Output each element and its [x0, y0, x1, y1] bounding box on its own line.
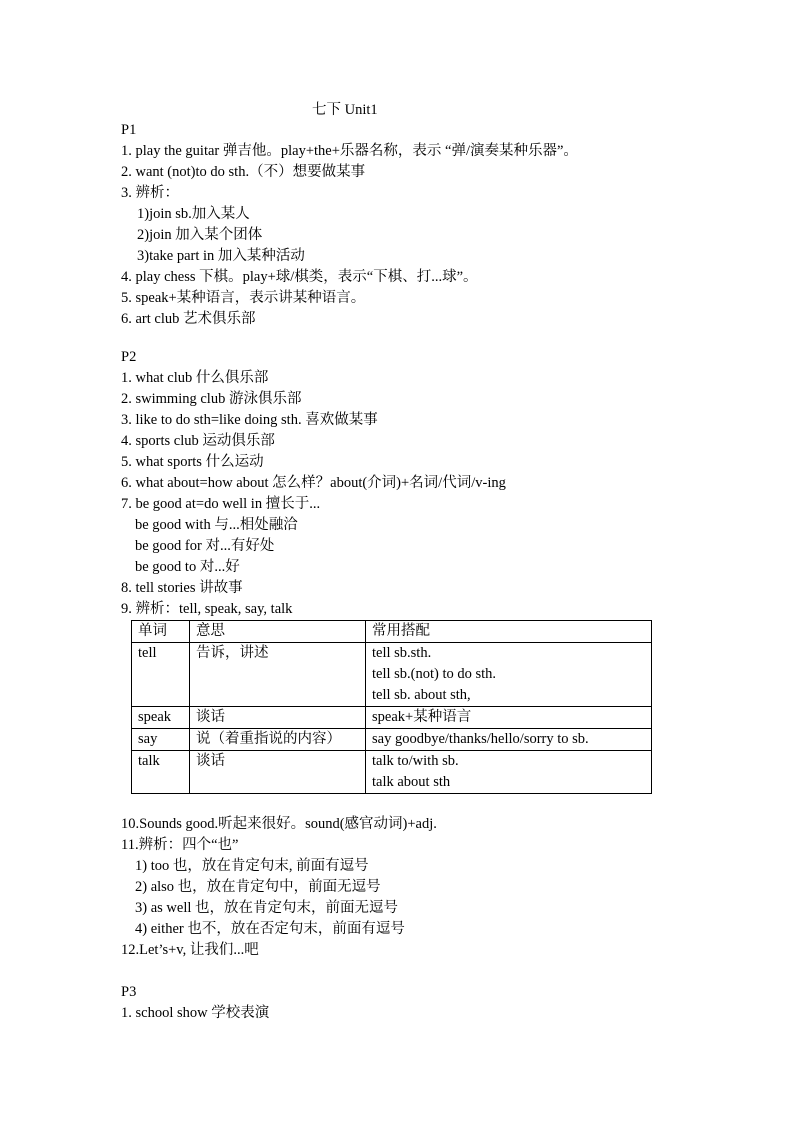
list-item: 3. 辨析：: [121, 185, 179, 201]
meaning-cell: 谈话: [190, 707, 366, 729]
list-item: 10.Sounds good.听起来很好。sound(感官动词)+adj.: [121, 816, 437, 832]
usage-line: speak+某种语言: [372, 709, 472, 725]
table-header-row: [132, 621, 652, 643]
page-title: 七下 Unit1: [312, 102, 378, 118]
usage-line: tell sb.sth.: [372, 645, 432, 661]
usage-cell: [366, 729, 652, 751]
list-item: 3) as well 也，放在肯定句末，前面无逗号: [135, 900, 398, 916]
list-item: 5. what sports 什么运动: [121, 454, 264, 470]
header-cell: 常用搭配: [366, 621, 652, 643]
meaning-cell: 说（着重指说的内容）: [190, 729, 366, 751]
list-item: 11.辨析：四个“也”: [121, 837, 239, 853]
list-item: 9. 辨析：tell, speak, say, talk: [121, 601, 293, 617]
list-item: 12.Let’s+v, 让我们...吧: [121, 942, 259, 958]
list-item: 5. speak+某种语言，表示讲某种语言。: [121, 290, 366, 306]
usage-line: talk to/with sb.: [372, 753, 459, 769]
list-item: 2. want (not)to do sth.（不）想要做某事: [121, 164, 366, 180]
table-row: [132, 707, 652, 729]
table-row: [132, 751, 652, 794]
section-p1: [121, 120, 578, 330]
usage-cell: [366, 643, 652, 707]
list-item: 1. school show 学校表演: [121, 1005, 270, 1021]
list-item: 3. like to do sth=like doing sth. 喜欢做某事: [121, 412, 378, 428]
word-cell: tell: [132, 643, 190, 707]
list-item: 7. be good at=do well in 擅长于...: [121, 496, 321, 512]
word-cell: say: [132, 729, 190, 751]
usage-line: talk about sth: [372, 774, 451, 790]
usage-line: tell sb.(not) to do sth.: [372, 666, 497, 682]
section-p2-continued: [121, 814, 437, 961]
list-item: 4) either 也不，放在否定句末，前面有逗号: [135, 921, 405, 937]
usage-cell: [366, 707, 652, 729]
usage-line: tell sb. about sth,: [372, 687, 471, 703]
list-item: 4. sports club 运动俱乐部: [121, 433, 275, 449]
list-item: 4. play chess 下棋。play+球/棋类，表示“下棋、打...球”。: [121, 269, 478, 285]
list-item: be good with 与...相处融洽: [135, 517, 298, 533]
list-item: 1) too 也，放在肯定句末, 前面有逗号: [135, 858, 369, 874]
section-heading: P3: [121, 984, 137, 1000]
list-item: 1)join sb.加入某人: [137, 206, 250, 222]
word-cell: speak: [132, 707, 190, 729]
list-item: 3)take part in 加入某种活动: [137, 248, 305, 264]
meaning-cell: 告诉，讲述: [190, 643, 366, 707]
list-item: 6. art club 艺术俱乐部: [121, 311, 256, 327]
list-item: 2. swimming club 游泳俱乐部: [121, 391, 302, 407]
list-item: 6. what about=how about 怎么样？about(介词)+名词/代词/v-ing: [121, 475, 506, 491]
list-item: 2)join 加入某个团体: [137, 227, 263, 243]
word-cell: talk: [132, 751, 190, 794]
section-heading: P2: [121, 349, 137, 365]
list-item: be good to 对...好: [135, 559, 240, 575]
meaning-cell: 谈话: [190, 751, 366, 794]
section-p3: [121, 982, 269, 1024]
list-item: 1. play the guitar 弹吉他。play+the+乐器名称，表示 “弹/演奏某种乐器”。: [121, 143, 578, 159]
usage-line: say goodbye/thanks/hello/sorry to sb.: [372, 731, 589, 747]
header-cell: 意思: [190, 621, 366, 643]
header-cell: 单词: [132, 621, 190, 643]
list-item: 8. tell stories 讲故事: [121, 580, 243, 596]
section-heading: P1: [121, 122, 137, 138]
usage-cell: [366, 751, 652, 794]
section-p2: [121, 347, 506, 620]
list-item: 2) also 也，放在肯定句中，前面无逗号: [135, 879, 381, 895]
table-row: [132, 643, 652, 707]
list-item: 1. what club 什么俱乐部: [121, 370, 269, 386]
table-row: [132, 729, 652, 751]
list-item: be good for 对...有好处: [135, 538, 275, 554]
word-comparison-table: [131, 620, 652, 794]
